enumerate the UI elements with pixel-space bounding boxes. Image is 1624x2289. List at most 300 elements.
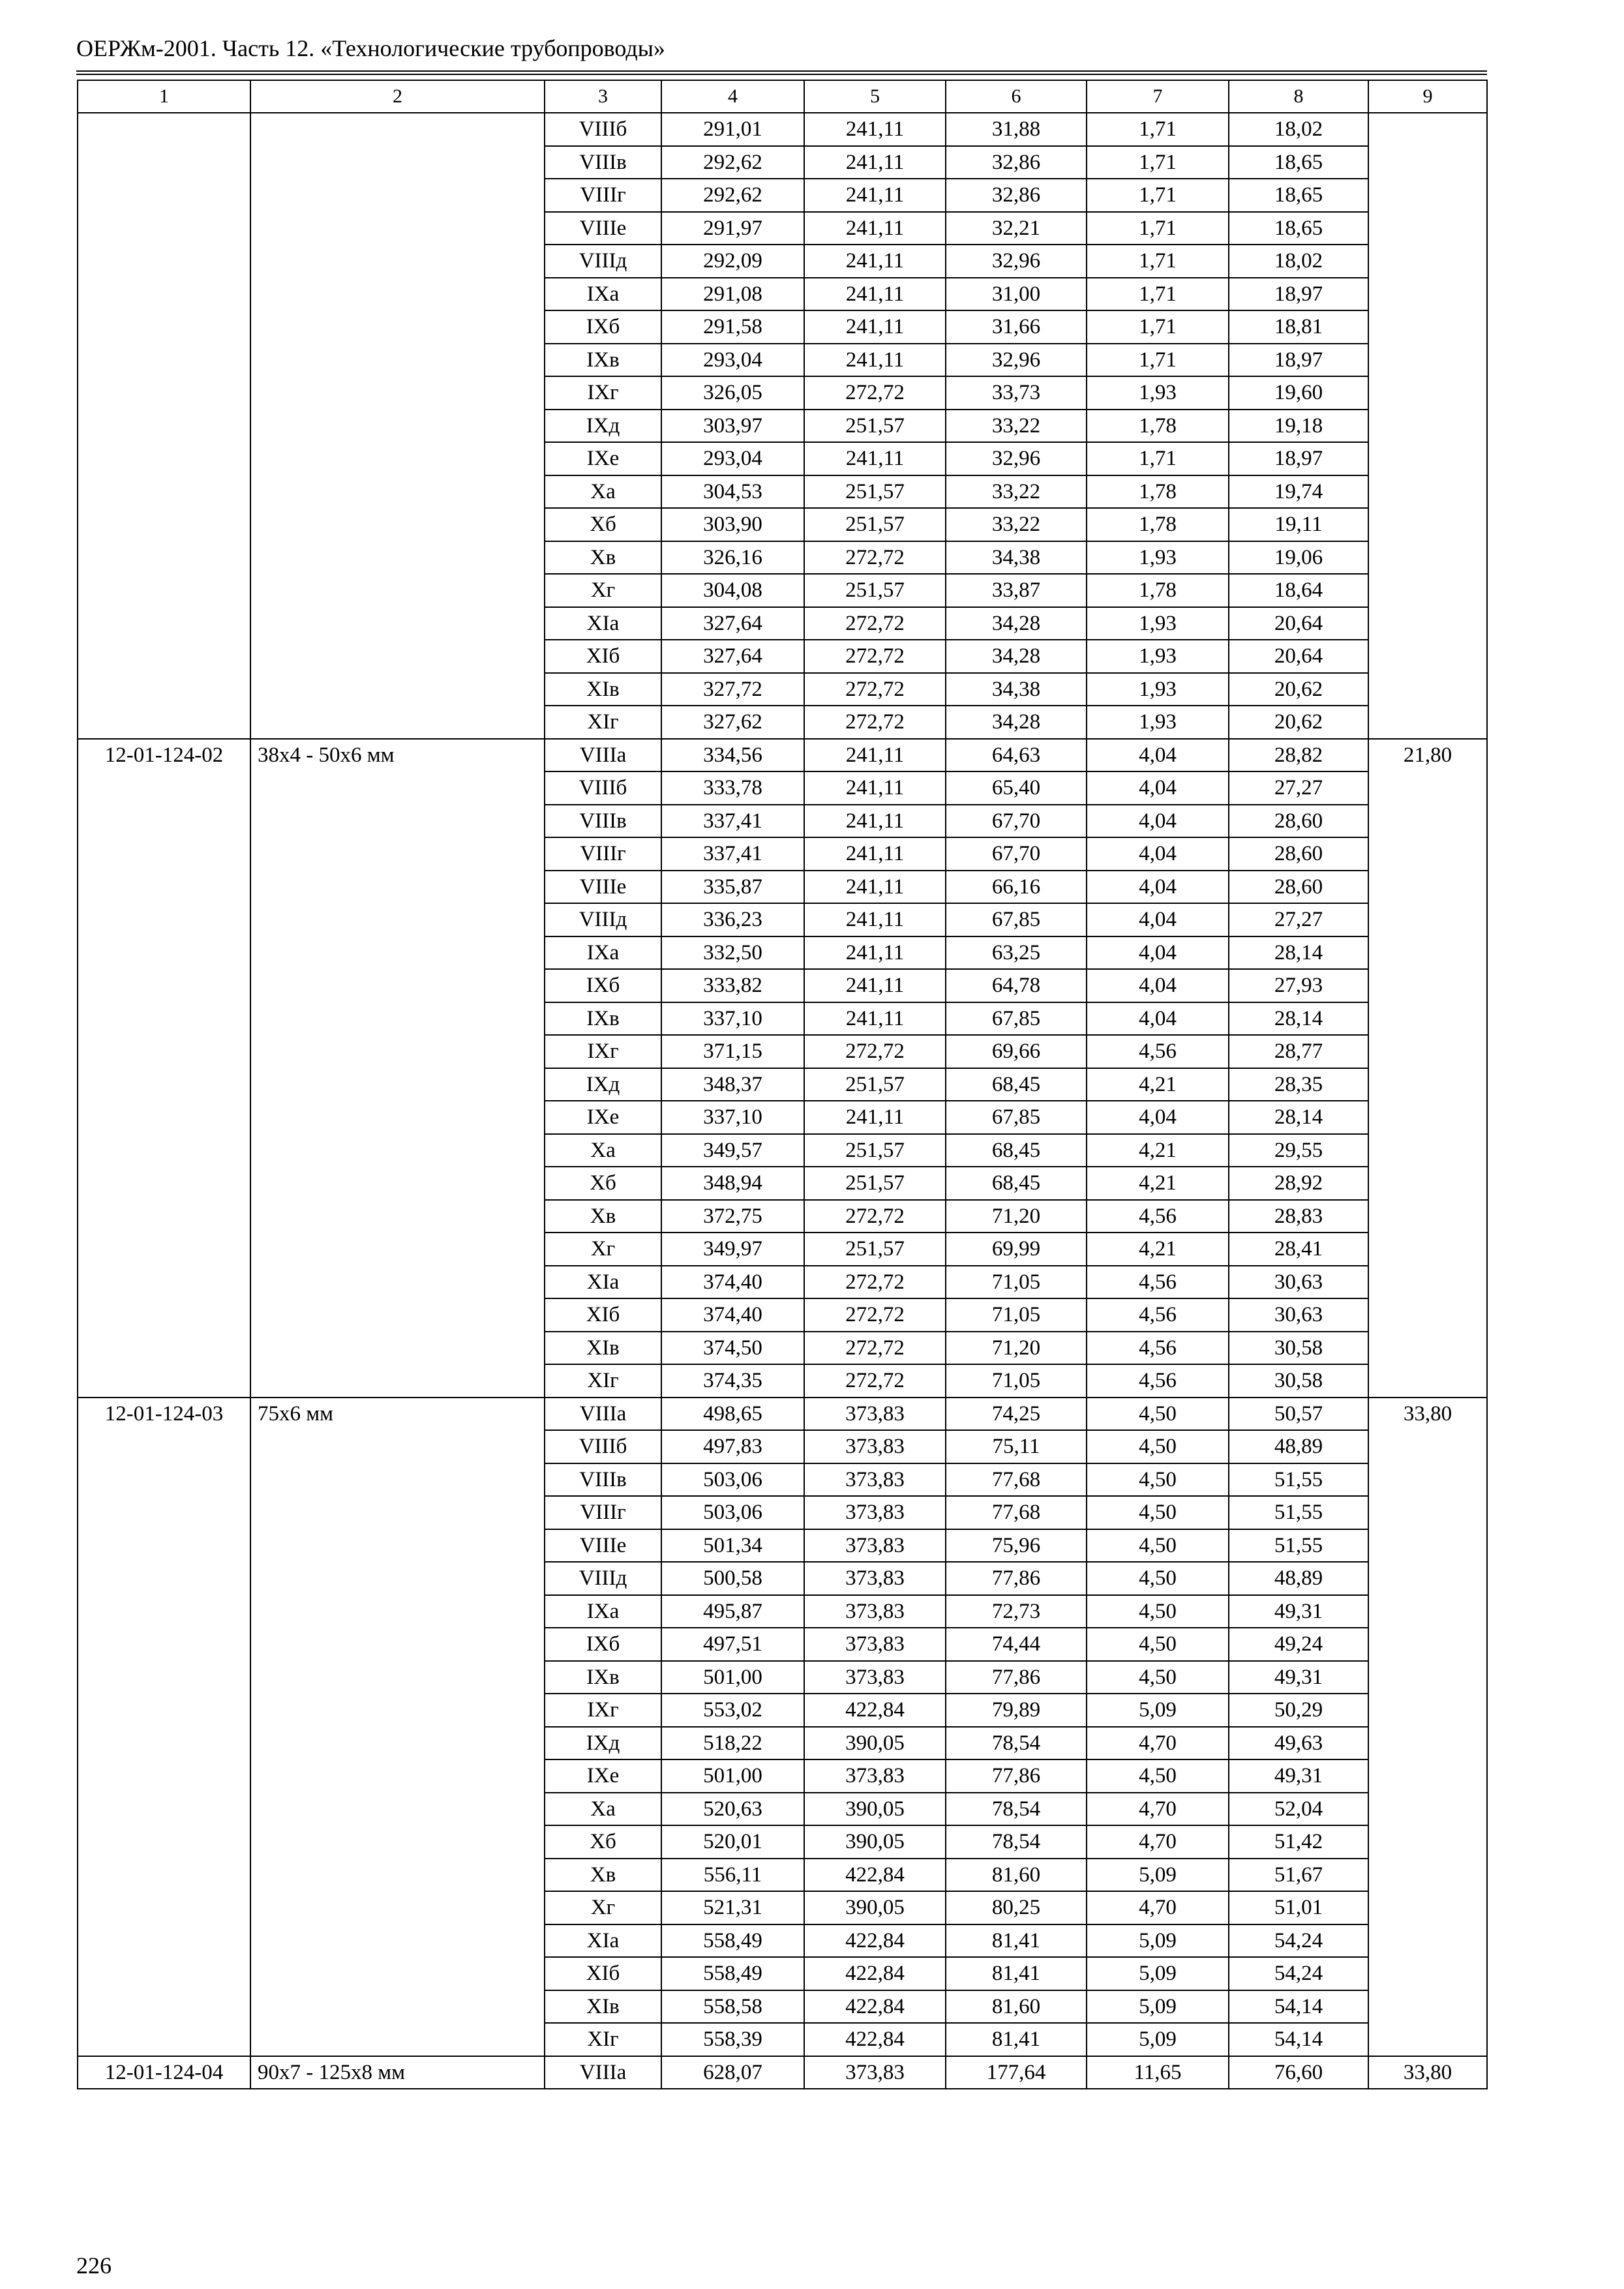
column-4-value: 558,39 (661, 2023, 804, 2056)
column-4-value: 292,62 (661, 179, 804, 212)
column-4-value: 348,94 (661, 1167, 804, 1200)
column-5-value: 251,57 (804, 475, 946, 509)
column-6-value: 31,66 (946, 310, 1087, 344)
column-4-value: 349,97 (661, 1233, 804, 1266)
column-7-value: 1,93 (1087, 541, 1229, 575)
column-number: 1 (78, 80, 250, 113)
column-5-value: 241,11 (804, 1002, 946, 1036)
column-7-value: 1,71 (1087, 146, 1229, 179)
column-5-value: 251,57 (804, 1167, 946, 1200)
column-6-value: 78,54 (946, 1727, 1087, 1760)
column-5-value: 251,57 (804, 410, 946, 443)
column-3-value: VIIIд (545, 903, 661, 936)
column-8-value: 49,31 (1229, 1759, 1368, 1793)
column-7-value: 4,50 (1087, 1562, 1229, 1595)
column-6-value: 77,68 (946, 1496, 1087, 1529)
column-4-value: 520,63 (661, 1793, 804, 1826)
column-6-value: 71,05 (946, 1266, 1087, 1299)
column-5-value: 241,11 (804, 837, 946, 871)
column-3-value: IXа (545, 1595, 661, 1628)
column-6-value: 32,21 (946, 212, 1087, 245)
column-4-value: 332,50 (661, 936, 804, 970)
column-4-value: 503,06 (661, 1463, 804, 1497)
column-3-value: Xа (545, 1793, 661, 1826)
column-6-value: 67,85 (946, 903, 1087, 936)
column-3-value: Xб (545, 508, 661, 541)
column-6-value: 34,38 (946, 673, 1087, 706)
column-8-value: 28,14 (1229, 936, 1368, 970)
column-3-value: IXд (545, 1727, 661, 1760)
column-6-value: 81,41 (946, 1924, 1087, 1958)
column-6-value: 69,99 (946, 1233, 1087, 1266)
column-3-value: Xа (545, 475, 661, 509)
column-3-value: XIг (545, 706, 661, 739)
column-7-value: 4,21 (1087, 1233, 1229, 1266)
column-8-value: 28,60 (1229, 837, 1368, 871)
column-4-value: 497,51 (661, 1628, 804, 1661)
column-7-value: 4,50 (1087, 1430, 1229, 1463)
column-4-value: 333,82 (661, 969, 804, 1002)
column-7-value: 1,93 (1087, 607, 1229, 640)
column-4-value: 337,41 (661, 805, 804, 838)
column-7-value: 1,71 (1087, 344, 1229, 377)
column-5-value: 390,05 (804, 1793, 946, 1826)
column-4-value: 374,40 (661, 1298, 804, 1332)
column-4-value: 520,01 (661, 1825, 804, 1859)
column-4-value: 291,97 (661, 212, 804, 245)
column-7-value: 4,04 (1087, 739, 1229, 772)
column-5-value: 373,83 (804, 2056, 946, 2089)
table-row (78, 2056, 1487, 2089)
item-name: 75х6 мм (250, 1398, 545, 2056)
column-8-value: 51,42 (1229, 1825, 1368, 1859)
column-3-value: VIIIд (545, 245, 661, 278)
column-7-value: 1,71 (1087, 212, 1229, 245)
column-6-value: 32,96 (946, 344, 1087, 377)
item-name: 90х7 - 125х8 мм (250, 2056, 545, 2089)
column-4-value: 326,16 (661, 541, 804, 575)
column-8-value: 30,58 (1229, 1364, 1368, 1398)
column-8-value: 51,67 (1229, 1859, 1368, 1892)
column-6-value: 81,60 (946, 1859, 1087, 1892)
column-7-value: 4,21 (1087, 1068, 1229, 1101)
column-8-value: 30,63 (1229, 1266, 1368, 1299)
column-8-value: 20,64 (1229, 640, 1368, 673)
column-4-value: 337,10 (661, 1101, 804, 1134)
column-7-value: 1,93 (1087, 706, 1229, 739)
column-7-value: 4,56 (1087, 1298, 1229, 1332)
column-7-value: 1,71 (1087, 245, 1229, 278)
column-9-value: 21,80 (1368, 739, 1487, 1398)
column-6-value: 81,60 (946, 1990, 1087, 2024)
column-8-value: 18,64 (1229, 574, 1368, 607)
column-6-value: 67,70 (946, 837, 1087, 871)
column-4-value: 500,58 (661, 1562, 804, 1595)
column-6-value: 33,87 (946, 574, 1087, 607)
column-9-value: 33,80 (1368, 2056, 1487, 2089)
column-3-value: IXг (545, 1035, 661, 1068)
column-3-value: Xг (545, 574, 661, 607)
column-8-value: 27,27 (1229, 771, 1368, 805)
column-number-row (78, 80, 1487, 113)
column-4-value: 303,90 (661, 508, 804, 541)
column-7-value: 4,50 (1087, 1628, 1229, 1661)
column-4-value: 292,62 (661, 146, 804, 179)
column-5-value: 422,84 (804, 1924, 946, 1958)
column-3-value: IXд (545, 1068, 661, 1101)
column-5-value: 373,83 (804, 1661, 946, 1694)
column-7-value: 1,78 (1087, 574, 1229, 607)
table-row (78, 1398, 1487, 1431)
column-8-value: 49,63 (1229, 1727, 1368, 1760)
column-6-value: 67,85 (946, 1002, 1087, 1036)
column-5-value: 272,72 (804, 376, 946, 410)
column-7-value: 4,04 (1087, 871, 1229, 904)
column-6-value: 66,16 (946, 871, 1087, 904)
column-6-value: 32,96 (946, 245, 1087, 278)
column-5-value: 241,11 (804, 871, 946, 904)
column-4-value: 293,04 (661, 344, 804, 377)
column-number: 2 (250, 80, 545, 113)
column-5-value: 390,05 (804, 1825, 946, 1859)
column-5-value: 272,72 (804, 1332, 946, 1365)
column-7-value: 4,56 (1087, 1035, 1229, 1068)
column-6-value: 67,70 (946, 805, 1087, 838)
column-number: 3 (545, 80, 661, 113)
column-4-value: 501,00 (661, 1661, 804, 1694)
column-8-value: 54,14 (1229, 2023, 1368, 2056)
column-3-value: IXг (545, 376, 661, 410)
column-5-value: 373,83 (804, 1529, 946, 1563)
item-code: 12-01-124-02 (78, 739, 250, 1398)
column-5-value: 272,72 (804, 640, 946, 673)
column-6-value: 64,63 (946, 739, 1087, 772)
column-5-value: 251,57 (804, 1068, 946, 1101)
column-8-value: 27,93 (1229, 969, 1368, 1002)
column-5-value: 241,11 (804, 146, 946, 179)
column-5-value: 422,84 (804, 1990, 946, 2024)
column-3-value: VIIIг (545, 1496, 661, 1529)
column-8-value: 18,65 (1229, 146, 1368, 179)
column-4-value: 518,22 (661, 1727, 804, 1760)
column-4-value: 558,49 (661, 1957, 804, 1990)
column-5-value: 390,05 (804, 1727, 946, 1760)
column-4-value: 337,10 (661, 1002, 804, 1036)
column-7-value: 4,21 (1087, 1167, 1229, 1200)
column-4-value: 291,08 (661, 278, 804, 311)
column-6-value: 72,73 (946, 1595, 1087, 1628)
rates-table (77, 80, 1488, 2089)
column-4-value: 304,08 (661, 574, 804, 607)
column-5-value: 251,57 (804, 508, 946, 541)
column-4-value: 553,02 (661, 1694, 804, 1727)
column-5-value: 241,11 (804, 113, 946, 146)
column-8-value: 29,55 (1229, 1134, 1368, 1167)
column-4-value: 374,40 (661, 1266, 804, 1299)
column-7-value: 5,09 (1087, 1990, 1229, 2024)
column-3-value: XIв (545, 673, 661, 706)
column-6-value: 75,11 (946, 1430, 1087, 1463)
column-3-value: VIIIв (545, 146, 661, 179)
column-8-value: 18,97 (1229, 344, 1368, 377)
column-3-value: IXа (545, 278, 661, 311)
column-6-value: 81,41 (946, 1957, 1087, 1990)
column-7-value: 4,56 (1087, 1332, 1229, 1365)
column-6-value: 34,38 (946, 541, 1087, 575)
column-5-value: 241,11 (804, 212, 946, 245)
column-4-value: 327,62 (661, 706, 804, 739)
column-6-value: 74,44 (946, 1628, 1087, 1661)
column-number: 5 (804, 80, 946, 113)
column-8-value: 20,62 (1229, 706, 1368, 739)
column-5-value: 373,83 (804, 1496, 946, 1529)
column-7-value: 1,71 (1087, 278, 1229, 311)
column-4-value: 291,58 (661, 310, 804, 344)
column-8-value: 51,55 (1229, 1529, 1368, 1563)
column-9-value: 33,80 (1368, 1398, 1487, 2056)
column-4-value: 335,87 (661, 871, 804, 904)
column-7-value: 1,78 (1087, 410, 1229, 443)
column-8-value: 18,65 (1229, 179, 1368, 212)
column-7-value: 4,50 (1087, 1529, 1229, 1563)
column-4-value: 503,06 (661, 1496, 804, 1529)
column-8-value: 27,27 (1229, 903, 1368, 936)
column-6-value: 33,22 (946, 475, 1087, 509)
column-3-value: XIа (545, 1266, 661, 1299)
column-4-value: 291,01 (661, 113, 804, 146)
column-6-value: 80,25 (946, 1891, 1087, 1924)
column-5-value: 272,72 (804, 1200, 946, 1233)
table-row (78, 739, 1487, 772)
header-rule (76, 70, 1487, 75)
column-6-value: 75,96 (946, 1529, 1087, 1563)
column-6-value: 77,68 (946, 1463, 1087, 1497)
column-7-value: 4,04 (1087, 969, 1229, 1002)
column-number: 4 (661, 80, 804, 113)
column-8-value: 28,41 (1229, 1233, 1368, 1266)
column-3-value: XIа (545, 607, 661, 640)
column-7-value: 4,04 (1087, 903, 1229, 936)
column-4-value: 497,83 (661, 1430, 804, 1463)
column-3-value: IXв (545, 1002, 661, 1036)
column-5-value: 373,83 (804, 1562, 946, 1595)
column-6-value: 77,86 (946, 1759, 1087, 1793)
column-6-value: 32,86 (946, 146, 1087, 179)
column-5-value: 272,72 (804, 1364, 946, 1398)
column-7-value: 4,04 (1087, 1002, 1229, 1036)
column-5-value: 373,83 (804, 1430, 946, 1463)
column-8-value: 19,06 (1229, 541, 1368, 575)
item-code: 12-01-124-03 (78, 1398, 250, 2056)
column-3-value: IXд (545, 410, 661, 443)
column-3-value: Xв (545, 1859, 661, 1892)
column-6-value: 31,88 (946, 113, 1087, 146)
column-5-value: 241,11 (804, 245, 946, 278)
column-4-value: 558,58 (661, 1990, 804, 2024)
column-7-value: 4,56 (1087, 1200, 1229, 1233)
column-4-value: 292,09 (661, 245, 804, 278)
column-6-value: 31,00 (946, 278, 1087, 311)
column-4-value: 327,64 (661, 640, 804, 673)
column-8-value: 18,65 (1229, 212, 1368, 245)
column-8-value: 19,18 (1229, 410, 1368, 443)
item-name: 38х4 - 50х6 мм (250, 739, 545, 1398)
column-8-value: 18,02 (1229, 245, 1368, 278)
column-3-value: VIIIг (545, 179, 661, 212)
column-3-value: IXа (545, 936, 661, 970)
column-6-value: 64,78 (946, 969, 1087, 1002)
column-3-value: IXв (545, 1661, 661, 1694)
column-3-value: Xг (545, 1891, 661, 1924)
column-5-value: 422,84 (804, 1859, 946, 1892)
column-4-value: 334,56 (661, 739, 804, 772)
column-4-value: 337,41 (661, 837, 804, 871)
column-8-value: 18,97 (1229, 278, 1368, 311)
column-8-value: 52,04 (1229, 1793, 1368, 1826)
column-8-value: 28,14 (1229, 1101, 1368, 1134)
column-6-value: 32,86 (946, 179, 1087, 212)
column-3-value: IXг (545, 1694, 661, 1727)
column-3-value: VIIIб (545, 113, 661, 146)
column-5-value: 373,83 (804, 1463, 946, 1497)
column-5-value: 422,84 (804, 2023, 946, 2056)
column-4-value: 348,37 (661, 1068, 804, 1101)
column-6-value: 34,28 (946, 706, 1087, 739)
column-5-value: 272,72 (804, 1266, 946, 1299)
column-7-value: 1,71 (1087, 442, 1229, 475)
column-4-value: 303,97 (661, 410, 804, 443)
column-7-value: 5,09 (1087, 1957, 1229, 1990)
column-3-value: VIIIд (545, 1562, 661, 1595)
column-6-value: 177,64 (946, 2056, 1087, 2089)
column-4-value: 521,31 (661, 1891, 804, 1924)
column-3-value: VIIIа (545, 739, 661, 772)
column-8-value: 30,58 (1229, 1332, 1368, 1365)
column-6-value: 33,22 (946, 508, 1087, 541)
column-3-value: VIIIе (545, 212, 661, 245)
column-3-value: Xб (545, 1825, 661, 1859)
column-3-value: XIв (545, 1332, 661, 1365)
column-7-value: 4,04 (1087, 1101, 1229, 1134)
column-6-value: 32,96 (946, 442, 1087, 475)
column-8-value: 54,14 (1229, 1990, 1368, 2024)
column-7-value: 5,09 (1087, 1694, 1229, 1727)
column-5-value: 241,11 (804, 936, 946, 970)
column-6-value: 33,22 (946, 410, 1087, 443)
column-3-value: XIб (545, 1298, 661, 1332)
column-8-value: 76,60 (1229, 2056, 1368, 2089)
column-6-value: 33,73 (946, 376, 1087, 410)
column-4-value: 628,07 (661, 2056, 804, 2089)
column-4-value: 293,04 (661, 442, 804, 475)
column-5-value: 241,11 (804, 310, 946, 344)
column-4-value: 556,11 (661, 1859, 804, 1892)
column-3-value: Xа (545, 1134, 661, 1167)
column-5-value: 241,11 (804, 344, 946, 377)
column-7-value: 4,04 (1087, 771, 1229, 805)
page-header: ОЕРЖм-2001. Часть 12. «Технологические трубопроводы» (76, 35, 665, 61)
column-7-value: 1,78 (1087, 475, 1229, 509)
column-3-value: VIIIе (545, 871, 661, 904)
column-8-value: 50,29 (1229, 1694, 1368, 1727)
column-8-value: 19,60 (1229, 376, 1368, 410)
column-7-value: 4,04 (1087, 837, 1229, 871)
column-3-value: XIб (545, 640, 661, 673)
column-7-value: 4,50 (1087, 1463, 1229, 1497)
column-8-value: 20,64 (1229, 607, 1368, 640)
column-8-value: 28,92 (1229, 1167, 1368, 1200)
column-7-value: 1,71 (1087, 113, 1229, 146)
column-5-value: 373,83 (804, 1595, 946, 1628)
item-code: 12-01-124-04 (78, 2056, 250, 2089)
column-6-value: 71,20 (946, 1200, 1087, 1233)
column-3-value: IXб (545, 1628, 661, 1661)
column-8-value: 51,01 (1229, 1891, 1368, 1924)
column-6-value: 67,85 (946, 1101, 1087, 1134)
table-row (78, 113, 1487, 146)
column-7-value: 4,50 (1087, 1595, 1229, 1628)
column-5-value: 251,57 (804, 1233, 946, 1266)
column-4-value: 336,23 (661, 903, 804, 936)
column-4-value: 327,72 (661, 673, 804, 706)
column-5-value: 272,72 (804, 1298, 946, 1332)
column-7-value: 4,04 (1087, 805, 1229, 838)
column-7-value: 4,50 (1087, 1661, 1229, 1694)
column-6-value: 77,86 (946, 1661, 1087, 1694)
column-3-value: IXб (545, 310, 661, 344)
column-7-value: 1,93 (1087, 640, 1229, 673)
column-8-value: 51,55 (1229, 1496, 1368, 1529)
column-5-value: 241,11 (804, 179, 946, 212)
column-5-value: 272,72 (804, 1035, 946, 1068)
column-7-value: 4,70 (1087, 1825, 1229, 1859)
column-5-value: 241,11 (804, 442, 946, 475)
column-3-value: Xв (545, 541, 661, 575)
column-8-value: 49,31 (1229, 1595, 1368, 1628)
column-5-value: 241,11 (804, 771, 946, 805)
column-5-value: 241,11 (804, 969, 946, 1002)
column-4-value: 374,50 (661, 1332, 804, 1365)
item-code (78, 113, 250, 739)
column-6-value: 68,45 (946, 1134, 1087, 1167)
column-7-value: 4,56 (1087, 1364, 1229, 1398)
column-8-value: 19,11 (1229, 508, 1368, 541)
column-8-value: 48,89 (1229, 1430, 1368, 1463)
column-7-value: 4,04 (1087, 936, 1229, 970)
column-8-value: 18,02 (1229, 113, 1368, 146)
column-3-value: VIIIв (545, 1463, 661, 1497)
column-5-value: 422,84 (804, 1957, 946, 1990)
column-6-value: 78,54 (946, 1825, 1087, 1859)
page-number: 226 (76, 2252, 112, 2279)
column-8-value: 28,77 (1229, 1035, 1368, 1068)
column-3-value: VIIIв (545, 805, 661, 838)
column-3-value: IXе (545, 442, 661, 475)
column-6-value: 78,54 (946, 1793, 1087, 1826)
column-5-value: 241,11 (804, 805, 946, 838)
column-5-value: 241,11 (804, 1101, 946, 1134)
column-5-value: 390,05 (804, 1891, 946, 1924)
column-6-value: 34,28 (946, 607, 1087, 640)
column-8-value: 30,63 (1229, 1298, 1368, 1332)
column-number: 7 (1087, 80, 1229, 113)
column-8-value: 28,35 (1229, 1068, 1368, 1101)
column-3-value: XIг (545, 2023, 661, 2056)
column-number: 9 (1368, 80, 1487, 113)
column-6-value: 79,89 (946, 1694, 1087, 1727)
column-4-value: 558,49 (661, 1924, 804, 1958)
column-7-value: 1,78 (1087, 508, 1229, 541)
